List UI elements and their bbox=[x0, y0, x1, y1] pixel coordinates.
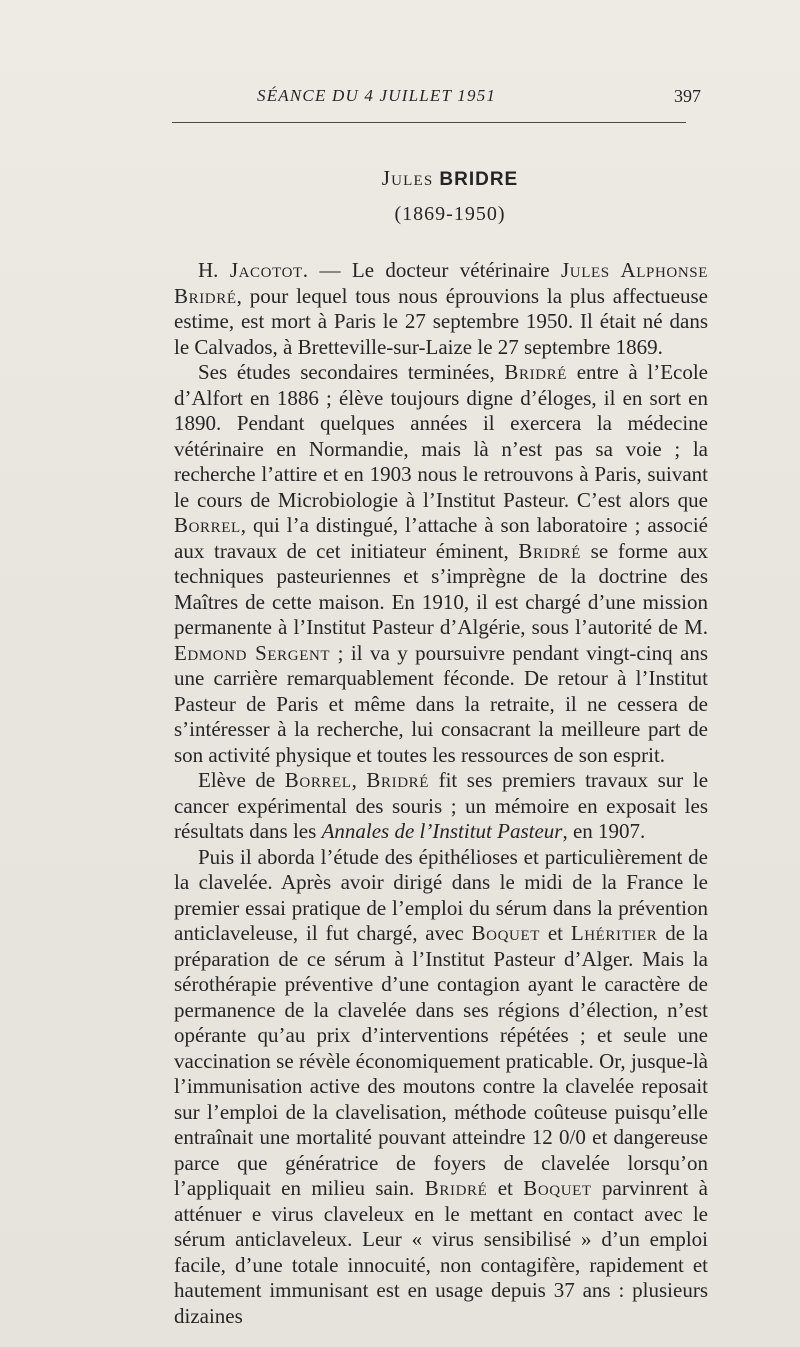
person-name: Lhéritier bbox=[570, 921, 658, 945]
text-run: ; il va y poursuivre pendant vingt-cinq ans une carrière remarquablement féconde. De retour à l’Institut Pasteur de Paris et même dans la retraite, il ne cessera de s’intéresser à la recherche, lui consacrant la meilleure part de son activité physique et toutes les ressources de son esprit. bbox=[174, 640, 708, 767]
person-name: Borrel bbox=[284, 768, 352, 792]
page-number: 397 bbox=[674, 86, 701, 106]
running-header bbox=[170, 86, 800, 114]
obituary-first-name: Jules bbox=[381, 166, 434, 190]
text-run: et bbox=[487, 1176, 524, 1200]
body-paragraph bbox=[174, 768, 708, 845]
text-run: . — Le docteur vétérinaire bbox=[302, 258, 561, 282]
text-run: fit ses premiers travaux sur le cancer expérimental des souris ; un mémoire en exposait les résultats dans les bbox=[174, 768, 709, 843]
person-name: Borrel bbox=[174, 513, 241, 537]
text-run: , qui l’a distingué, l’attache à son laboratoire ; associé aux travaux de cet initiateur éminent, bbox=[174, 513, 708, 563]
body-paragraph bbox=[174, 258, 708, 360]
person-name: Edmond Sergent bbox=[174, 640, 331, 665]
obituary-dates: (1869-1950) bbox=[394, 203, 506, 225]
text-run: entre à l’Ecole d’Alfort en 1886 ; élève toujours digne d’éloges, il en sort en 1890. Pendant quelques années il exercera la médecine vétérinaire en Normandie, mais là n’est pas sa voie ; la recherche l’attire et en 1903 nous le retrouvons à Paris, suivant le cours de Microbiologie à l’Institut Pasteur. C’est alors que bbox=[174, 360, 708, 512]
text-run: , pour lequel tous nous éprouvions la plus affectueuse estime, est mort à Paris le 27 septembre 1950. Il était né dans le Calvados, à Bretteville-sur-Laize le 27 septembre 1869. bbox=[174, 283, 708, 359]
text-run: , bbox=[351, 768, 367, 792]
body-paragraph bbox=[174, 845, 708, 1330]
person-name: Bridré bbox=[518, 538, 581, 563]
person-name: Jacotot bbox=[229, 258, 303, 282]
text-run: Puis il aborda l’étude des épithélioses et particulièrement de la clavelée. Après avoir dirigé dans le midi de la France le premier essai pratique de l’emploi du sérum dans la prévention anticlaveleuse, il fut chargé, avec bbox=[174, 844, 708, 945]
running-title: SÉANCE DU 4 JUILLET 1951 bbox=[257, 86, 497, 105]
text-run: Ses études secondaires terminées, bbox=[198, 360, 505, 384]
text-run: Elève de bbox=[198, 768, 285, 792]
obituary-name bbox=[170, 166, 730, 191]
obituary-last-name: BRIDRE bbox=[439, 169, 519, 190]
person-name: Jules Alphonse Bridré bbox=[174, 258, 709, 308]
person-name: Bridré bbox=[424, 1176, 488, 1200]
text-run: parvinrent à atténuer e virus claveleux en le mettant en contact avec le sérum anticlaveleux. Leur « virus sensibilisé » d’un emploi facile, d’une totale innocuité, non contagifère, rapidement et hautement immunisant est en usage depuis 37 ans : plusieurs dizaines bbox=[174, 1176, 708, 1328]
person-name: Boquet bbox=[523, 1176, 592, 1200]
text-run: H. bbox=[198, 258, 230, 282]
text-run: se forme aux techniques pasteuriennes et s’imprègne de la doctrine des Maîtres de cette maison. En 1910, il est chargé d’une mission permanente à l’Institut Pasteur d’Algérie, sous l’autorité de M. bbox=[174, 538, 708, 639]
header-rule bbox=[172, 122, 686, 123]
publication-title: Annales de l’Institut Pasteur bbox=[321, 819, 563, 843]
text-run: , en 1907. bbox=[562, 819, 646, 843]
person-name: Boquet bbox=[471, 921, 541, 945]
obituary-heading bbox=[170, 166, 730, 226]
obituary-body bbox=[174, 258, 708, 1329]
text-run: de la préparation de ce sérum à l’Institut Pasteur d’Alger. Mais la sérothérapie préventive d’une contagion ayant le caractère de permanence de la clavelée dans ses régions d’élection, n’est opérante qu’au prix d’interventions répétées ; et seule une vaccination se révèle économiquement praticable. Or, jusque-là l’immunisation active des moutons contre la clavelée reposait sur l’emploi de la clavelisation, méthode coûteuse puisqu’elle entraînait une mortalité pouvant atteindre 12 0/0 et dangereuse parce que génératrice de foyers de clavelée lorsqu’on l’appliquait en milieu sain. bbox=[174, 921, 708, 1200]
person-name: Bridré bbox=[504, 360, 568, 384]
body-paragraph bbox=[174, 360, 708, 768]
person-name: Bridré bbox=[366, 768, 429, 792]
text-run: et bbox=[540, 921, 571, 945]
